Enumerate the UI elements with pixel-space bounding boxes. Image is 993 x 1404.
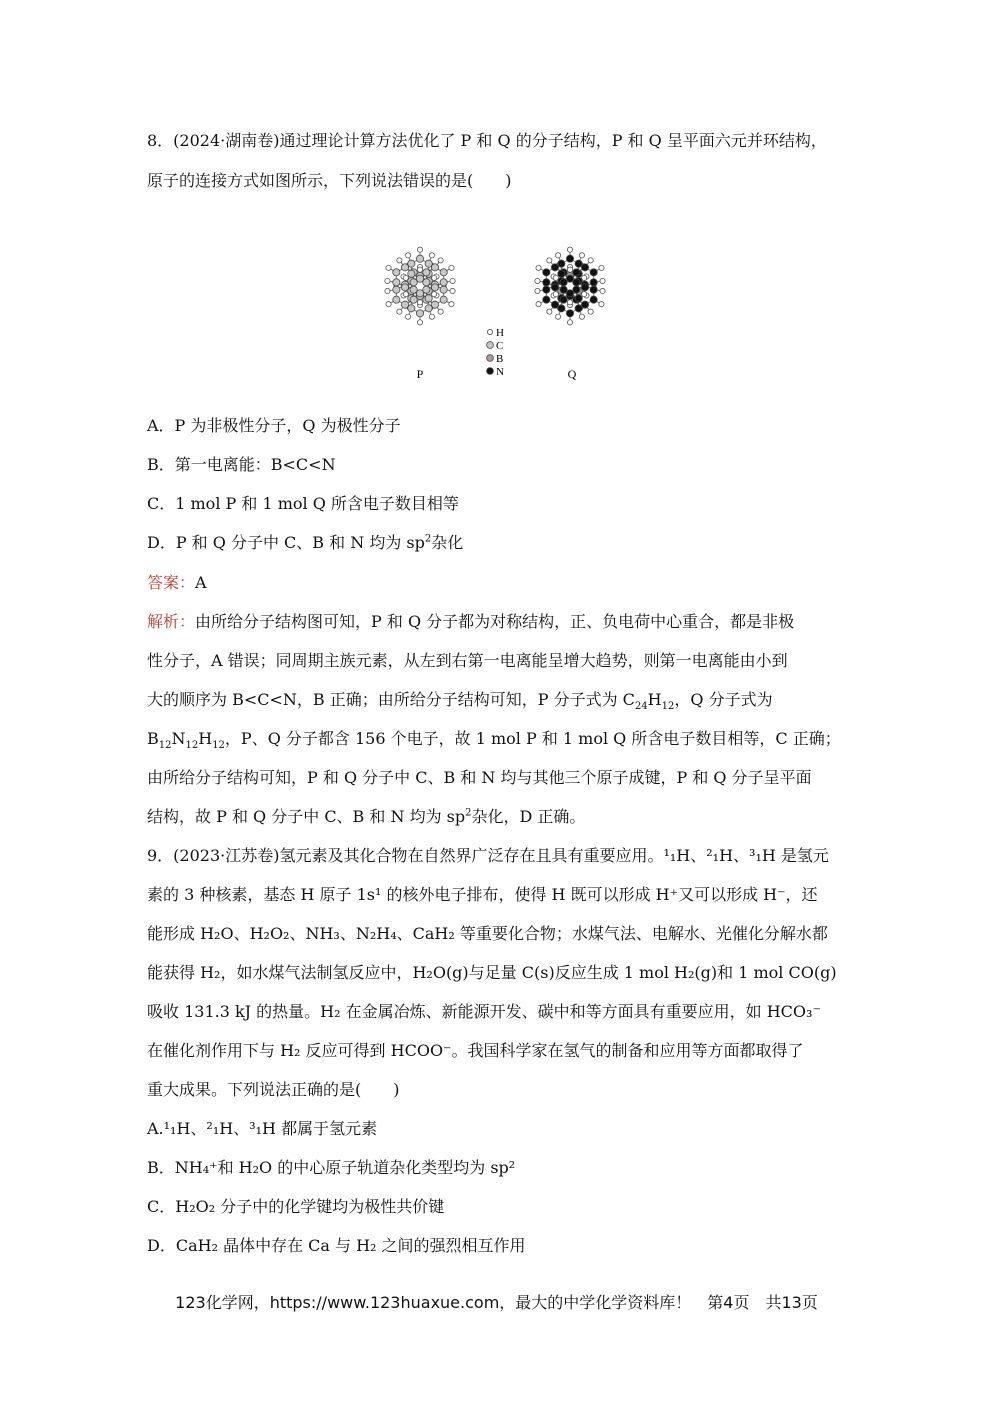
atom-h	[599, 302, 604, 307]
atom-n	[566, 255, 573, 262]
atom-h	[555, 253, 560, 258]
legend-swatch-h	[487, 329, 492, 334]
atom-c	[425, 305, 432, 312]
atom-n	[581, 264, 588, 271]
answer-label: 答案：	[147, 573, 196, 592]
atom-h	[588, 258, 593, 263]
q8-option-c: C．1 mol P 和 1 mol Q 所含电子数目相等	[147, 494, 459, 513]
legend-label-b: B	[496, 353, 504, 365]
atom-h	[535, 278, 540, 283]
atom-c	[408, 260, 415, 267]
atom-c	[431, 284, 438, 291]
atom-n	[543, 296, 550, 303]
atom-h	[450, 288, 455, 293]
atom-h	[547, 258, 552, 263]
atom-h	[599, 265, 604, 270]
atom-n	[558, 260, 565, 267]
atom-c	[393, 286, 400, 293]
analysis3-sub2: 12	[661, 701, 675, 713]
atom-c	[410, 296, 417, 303]
analysis-text: 由所给分子结构图可知，P 和 Q 分子都为对称结构，正、负电荷中心重合，都是非极	[195, 612, 795, 631]
atom-c	[416, 310, 423, 317]
q9-line3: 能形成 H₂O、H₂O₂、NH₃、N₂H₄、CaH₂ 等重要化合物；水煤气法、电解水、光催化分解水都	[147, 924, 828, 943]
atom-h	[567, 300, 572, 305]
atom-c	[393, 279, 400, 286]
atom-c	[393, 296, 400, 303]
q8-option-a: A．P 为非极性分子，Q 为极性分子	[147, 416, 401, 435]
analysis4-sub2: 12	[185, 740, 199, 752]
atom-h	[386, 265, 391, 270]
q9-line5: 吸收 131.3 kJ 的热量。H₂ 在金属冶炼、新能源开发、碳中和等方面具有重要应用，如 HCO₃⁻	[147, 1002, 821, 1021]
atom-n	[573, 279, 580, 286]
q8-stem-line1: 8．(2024·湖南卷)通过理论计算方法优化了 P 和 Q 的分子结构，P 和 Q 呈平面六元并环结构，	[147, 131, 827, 150]
legend-label-h: H	[496, 327, 504, 339]
analysis4-b: B	[147, 729, 159, 748]
atom-h	[449, 302, 454, 307]
molecule-p	[385, 247, 455, 325]
q9-option-c: C．H₂O₂ 分子中的化学键均为极性共价键	[147, 1197, 445, 1216]
atom-c	[423, 279, 430, 286]
analysis4-h: H	[198, 729, 213, 748]
atom-h	[567, 247, 572, 252]
molecule-q	[535, 247, 605, 325]
q8-option-b: B．第一电离能：B<C<N	[147, 455, 336, 474]
atom-h	[567, 267, 572, 272]
q8-option-d-suffix: 杂化	[431, 533, 464, 552]
q8-stem-line2: 原子的连接方式如图所示，下列说法错误的是( )	[147, 171, 512, 190]
analysis4-post: ，P、Q 分子都含 156 个电子，故 1 mol P 和 1 mol Q 所含电子数目相等，C 正确；	[224, 729, 841, 748]
atom-n	[543, 269, 550, 276]
atom-n	[590, 296, 597, 303]
atom-h	[535, 288, 540, 293]
page-footer: 123化学网，https://www.123huaxue.com，最大的中学化学资料库！ 第4页 共13页	[175, 1293, 818, 1312]
atom-c	[440, 286, 447, 293]
q9-line6: 在催化剂作用下与 H₂ 反应可得到 HCOO⁻。我国科学家在氢气的制备和应用等方面都取得了	[147, 1041, 804, 1060]
atom-c	[440, 296, 447, 303]
atom-n	[551, 284, 558, 291]
atom-h	[588, 309, 593, 314]
atom-h	[397, 258, 402, 263]
q9-line4: 能获得 H₂，如水煤气法制氢反应中，H₂O(g)与足量 C(s)反应生成 1 mol H₂(g)和 1 mol CO(g)	[147, 963, 837, 982]
atom-n	[543, 286, 550, 293]
q8-analysis-line5: 由所给分子结构可知，P 和 Q 分子中 C、B 和 N 均与其他三个原子成键，P 和 Q 分子呈平面	[147, 768, 812, 787]
legend-swatch-c	[487, 342, 494, 349]
atom-h	[429, 253, 434, 258]
legend-swatch-n	[487, 368, 494, 375]
q8-option-d	[147, 533, 463, 553]
legend-label-c: C	[496, 340, 504, 352]
atom-h	[417, 320, 422, 325]
atom-n	[566, 310, 573, 317]
q8-option-d-text: D．P 和 Q 分子中 C、B 和 N 均为 sp	[147, 533, 425, 552]
atom-c	[416, 255, 423, 262]
atom-n	[551, 301, 558, 308]
analysis4-n: N	[171, 729, 186, 748]
q9-option-a: A.¹₁H、²₁H、³₁H 都属于氢元素	[147, 1119, 378, 1138]
atom-c	[423, 269, 430, 276]
atom-h	[579, 314, 584, 319]
atom-h	[450, 278, 455, 283]
atom-h	[417, 300, 422, 305]
atom-c	[440, 279, 447, 286]
atom-n	[575, 295, 582, 302]
atom-h	[429, 314, 434, 319]
atom-n	[590, 269, 597, 276]
q8-option-d-sup: 2	[424, 533, 432, 545]
atom-c	[393, 269, 400, 276]
atom-h	[579, 253, 584, 258]
atom-h	[385, 288, 390, 293]
q9-option-b: B．NH₄⁺和 H₂O 的中心原子轨道杂化类型均为 sp²	[147, 1158, 516, 1177]
atom-c	[410, 286, 417, 293]
atom-h	[567, 320, 572, 325]
atom-n	[560, 296, 567, 303]
legend-label-n: N	[496, 366, 504, 378]
analysis-label: 解析：	[147, 612, 196, 631]
atom-h	[397, 309, 402, 314]
atom-h	[385, 278, 390, 283]
q9-line2: 素的 3 种核素，基态 H 原子 1s¹ 的核外电子排布，使得 H 既可以形成 H⁺又可以形成 H⁻，还	[147, 885, 818, 904]
atom-h	[405, 314, 410, 319]
atom-n	[560, 286, 567, 293]
analysis4-sub1: 12	[158, 740, 172, 752]
legend-swatch-b	[487, 355, 494, 362]
atom-h	[405, 253, 410, 258]
atom-h	[417, 267, 422, 272]
atom-c	[408, 270, 415, 277]
atom-c	[401, 284, 408, 291]
atom-n	[590, 286, 597, 293]
analysis4-sub3: 12	[212, 740, 225, 752]
atom-legend	[487, 327, 504, 378]
answer-value: A	[195, 573, 207, 592]
atom-h	[536, 265, 541, 270]
atom-h	[386, 302, 391, 307]
atom-c	[425, 295, 432, 302]
analysis6-post: 杂化，D 正确。	[471, 807, 586, 826]
atom-n	[558, 270, 565, 277]
molecule-figure	[352, 216, 642, 386]
q8-answer	[147, 573, 207, 593]
q8-analysis-line4	[147, 729, 841, 752]
atom-n	[575, 305, 582, 312]
atom-h	[600, 278, 605, 283]
analysis3-sub1: 24	[634, 701, 648, 713]
atom-n	[590, 279, 597, 286]
atom-h	[438, 258, 443, 263]
atom-n	[543, 279, 550, 286]
q9-line1: 9．(2023·江苏卷)氢元素及其化合物在自然界广泛存在且具有重要应用。¹₁H、²₁H、³₁H 是氢元	[147, 846, 829, 865]
atom-c	[401, 301, 408, 308]
atom-c	[440, 269, 447, 276]
q9-line7: 重大成果。下列说法正确的是( )	[147, 1080, 400, 1099]
analysis3-mid: H	[647, 690, 662, 709]
atom-h	[555, 314, 560, 319]
analysis3-text: 大的顺序为 B<C<N，B 正确；由所给分子结构可知，P 分子式为 C	[147, 690, 635, 709]
analysis6-sup: 2	[465, 807, 472, 819]
q8-analysis-line6	[147, 807, 585, 827]
atom-h	[449, 265, 454, 270]
analysis6-text: 结构，故 P 和 Q 分子中 C、B 和 N 均为 sp	[147, 807, 466, 826]
atom-h	[600, 288, 605, 293]
q9-option-d: D．CaH₂ 晶体中存在 Ca 与 H₂ 之间的强烈相互作用	[147, 1236, 526, 1255]
analysis3-post: ，Q 分子式为	[674, 690, 773, 709]
atom-h	[417, 247, 422, 252]
atom-h	[536, 302, 541, 307]
label-p: P	[416, 367, 424, 381]
q8-analysis-line2: 性分子，A 错误；同周期主族元素，从左到右第一电离能呈增大趋势，则第一电离能由小到	[147, 651, 788, 670]
q8-analysis-line1	[147, 612, 794, 632]
label-q: Q	[567, 367, 577, 381]
atom-h	[438, 309, 443, 314]
q8-analysis-line3	[147, 690, 773, 713]
atom-n	[573, 269, 580, 276]
atom-h	[547, 309, 552, 314]
atom-n	[581, 284, 588, 291]
atom-c	[431, 264, 438, 271]
